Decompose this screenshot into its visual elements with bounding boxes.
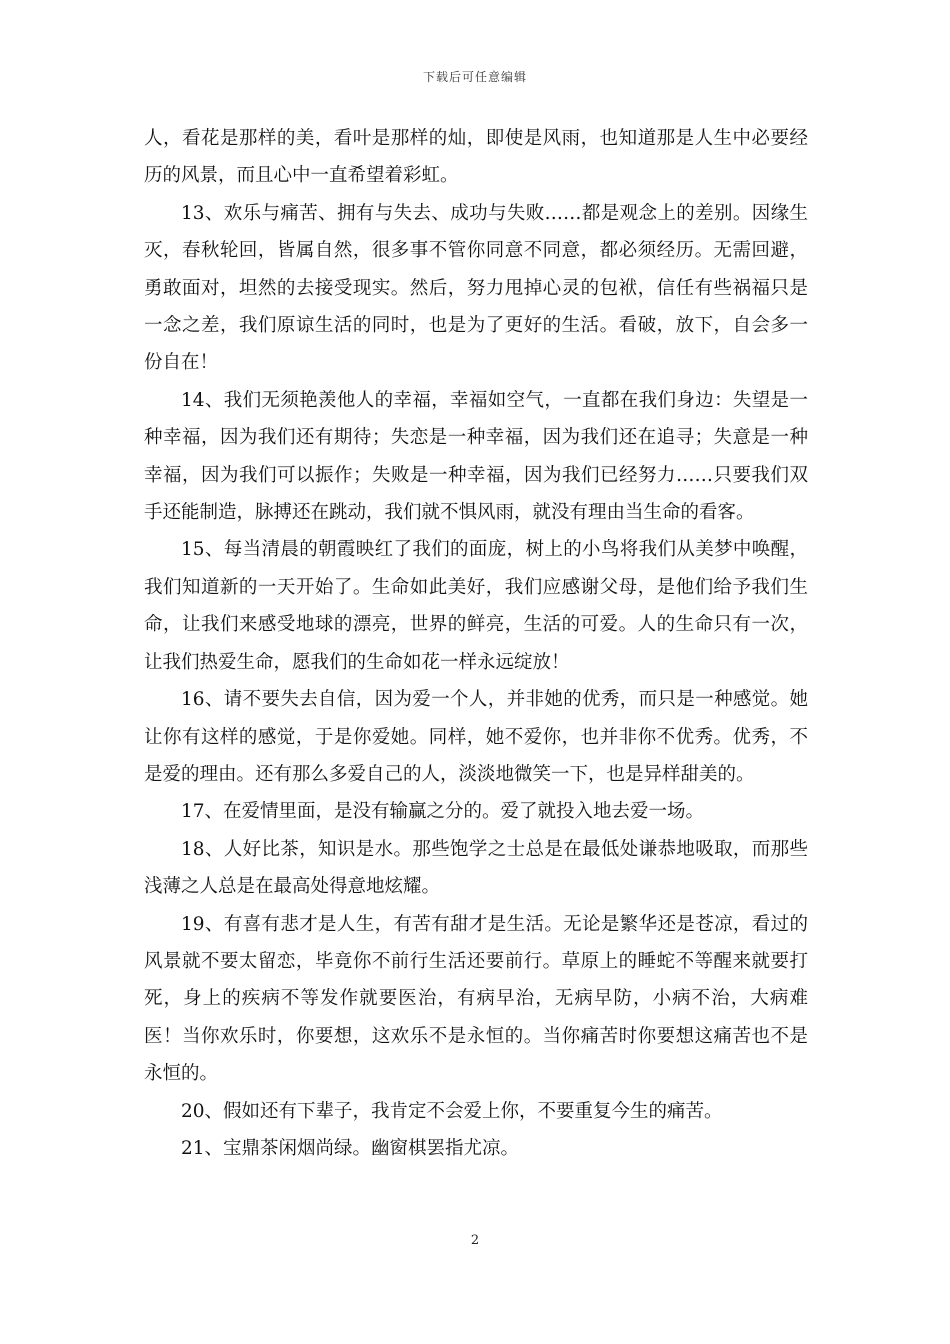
paragraph-continuation: 人，看花是那样的美，看叶是那样的灿，即使是风雨，也知道那是人生中必要经历的风景，而且心中一直希望着彩虹。	[144, 128, 808, 187]
document-body	[144, 120, 808, 1167]
paragraph-20: 20、假如还有下辈子，我肯定不会爱上你，不要重复今生的痛苦。	[181, 1100, 723, 1122]
paragraph-15: 15、每当清晨的朝霞映红了我们的面庞，树上的小鸟将我们从美梦中唤醒，我们知道新的一天开始了。生命如此美好，我们应感谢父母，是他们给予我们生命，让我们来感受地球的漂亮，世界的鲜亮，生活的可爱。人的生命只有一次，让我们热爱生命，愿我们的生命如花一样永远绽放！	[144, 539, 808, 673]
page-header: 下载后可任意编辑	[422, 70, 527, 84]
paragraph-17: 17、在爱情里面，是没有输赢之分的。爱了就投入地去爱一场。	[181, 801, 705, 823]
paragraph-13: 13、欢乐与痛苦、拥有与失去、成功与失败……都是观念上的差别。因缘生灭，春秋轮回，皆属自然，很多事不管你同意不同意，都必须经历。无需回避，勇敢面对，坦然的去接受现实。然后，努力甩掉心灵的包袱，信任有些祸福只是一念之差，我们原谅生活的同时，也是为了更好的生活。看破，放下，自会多一份自在！	[144, 202, 808, 374]
page-number: 2	[470, 1233, 480, 1248]
paragraph-16: 16、请不要失去自信，因为爱一个人，并非她的优秀，而只是一种感觉。她让你有这样的感觉，于是你爱她。同样，她不爱你，也并非你不优秀。优秀，不是爱的理由。还有那么多爱自己的人，淡淡地微笑一下，也是异样甜美的。	[144, 689, 808, 785]
paragraph-14: 14、我们无须艳羡他人的幸福，幸福如空气，一直都在我们身边：失望是一种幸福，因为我们还有期待；失恋是一种幸福，因为我们还在追寻；失意是一种幸福，因为我们可以振作；失败是一种幸福，因为我们已经努力……只要我们双手还能制造，脉搏还在跳动，我们就不惧风雨，就没有理由当生命的看客。	[144, 389, 808, 524]
paragraph-18: 18、人好比茶，知识是水。那些饱学之士总是在最低处谦恭地吸取，而那些浅薄之人总是在最高处得意地炫耀。	[144, 838, 808, 898]
paragraph-21: 21、宝鼎茶闲烟尚绿。幽窗棋罢指尤凉。	[181, 1137, 520, 1159]
paragraph-19: 19、有喜有悲才是人生，有苦有甜才是生活。无论是繁华还是苍凉，看过的风景就不要太留恋，毕竟你不前行生活还要前行。草原上的睡蛇不等醒来就要打死，身上的疾病不等发作就要医治，有病早治，无病早防，小病不治，大病难医！当你欢乐时，你要想，这欢乐不是永恒的。当你痛苦时你要想这痛苦也不是永恒的。	[144, 913, 808, 1085]
